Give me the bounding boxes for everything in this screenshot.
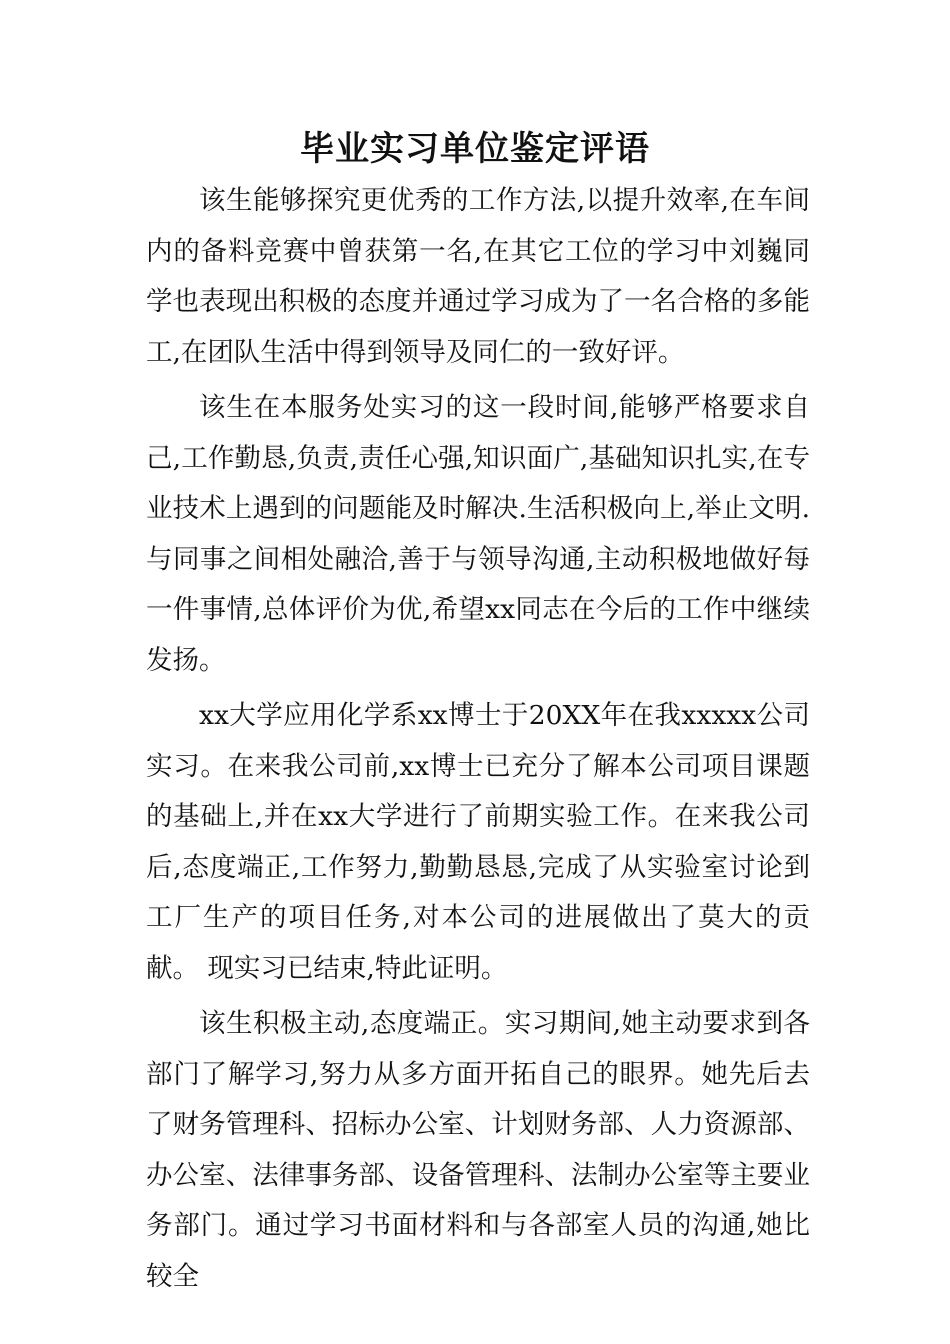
paragraph-3: xx大学应用化学系xx博士于20XX年在我xxxxx公司实习。在来我公司前,xx博士已充分了解本公司项目课题的基础上,并在xx大学进行了前期实验工作。在来我公司后,态度端正,工作努力,勤勤恳恳,完成了从实验室讨论到工厂生产的项目任务,对本公司的进展做出了莫大的贡献。 现实习已结束,特此证明。 — [146, 700, 810, 984]
paragraph-1: 该生能够探究更优秀的工作方法,以提升效率,在车间内的备料竞赛中曾获第一名,在其它工位的学习中刘巍同学也表现出积极的态度并通过学习成为了一名合格的多能工,在团队生活中得到领导及同仁的一致好评。 — [146, 185, 810, 368]
document-body — [146, 176, 810, 1307]
paragraph-2: 该生在本服务处实习的这一段时间,能够严格要求自己,工作勤恳,负责,责任心强,知识面广,基础知识扎实,在专业技术上遇到的问题能及时解决.生活积极向上,举止文明.与同事之间相处融洽,善于与领导沟通,主动积极地做好每一件事情,总体评价为优,希望xx同志在今后的工作中继续发扬。 — [146, 392, 810, 676]
document-title: 毕业实习单位鉴定评语 — [300, 129, 650, 169]
paragraph-4: 该生积极主动,态度端正。实习期间,她主动要求到各部门了解学习,努力从多方面开拓自己的眼界。她先后去了财务管理科、招标办公室、计划财务部、人力资源部、办公室、法律事务部、设备管理科、法制办公室等主要业务部门。通过学习书面材料和与各部室人员的沟通,她比较全 — [146, 1008, 810, 1292]
